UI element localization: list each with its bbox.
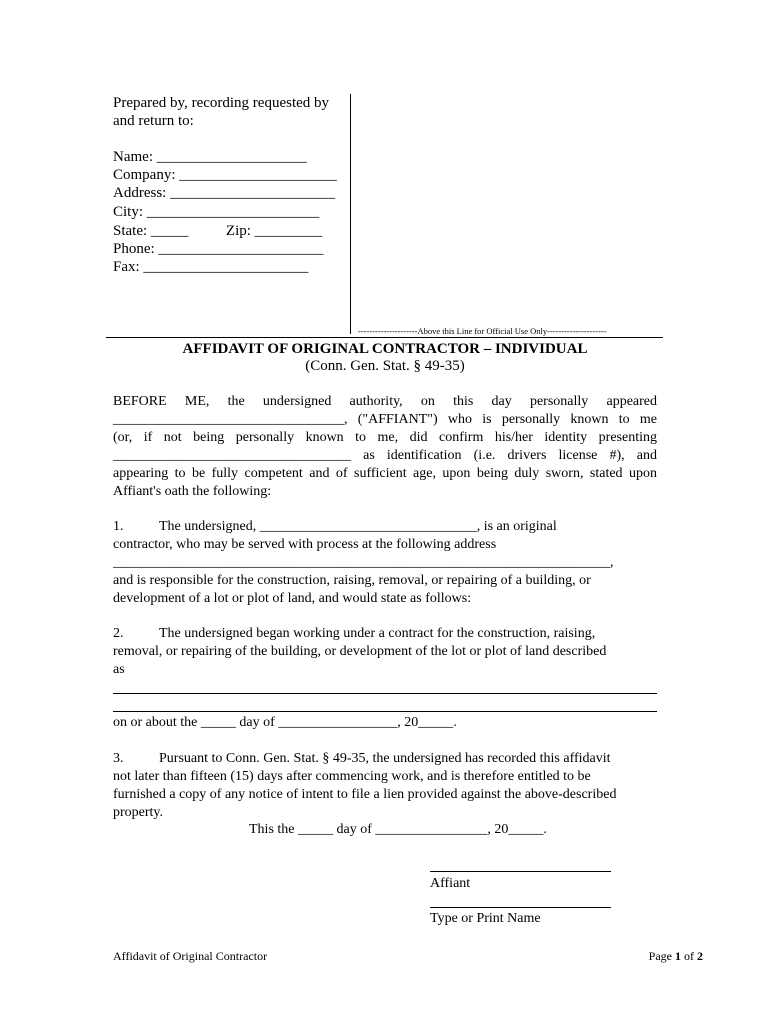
property-description-line-1 [113,693,657,694]
page-total: 2 [697,949,703,963]
header-divider-vertical [350,94,351,334]
para1-line-1: The undersigned, _______________________________, is an original [159,519,557,534]
para2-line-3: as [113,662,125,677]
affiant-signature-line [430,871,611,872]
para3-line-2: not later than fifteen (15) days after commencing work, and is therefore entitled to be [113,769,591,784]
para1-line-4: and is responsible for the construction, raising, removal, or repairing of a building, or [113,573,591,588]
footer-title: Affidavit of Original Contractor [113,949,268,963]
print-name-label: Type or Print Name [430,911,541,926]
official-use-note: ---------------------Above this Line for Official Use Only--------------------- [358,326,607,336]
name-field: Name: ____________________ [113,149,307,165]
city-field: City: _______________________ [113,204,320,220]
para3-number: 3. [113,751,124,766]
para1-address-line: _______________________________________________________________________, [113,555,614,570]
para2-number: 2. [113,626,124,641]
para1-number: 1. [113,519,124,534]
page-of: of [681,949,697,963]
para2-line-2: removal, or repairing of the building, or development of the lot or plot of land described [113,644,607,659]
page-number: 1 [675,949,681,963]
page-indicator [640,949,703,963]
intro-line-5: appearing to be fully competent and of sufficient age, upon being duly sworn, stated upon [113,466,657,481]
property-description-line-2 [113,711,657,712]
intro-line-6: Affiant's oath the following: [113,484,272,499]
address-field: Address: ______________________ [113,185,336,201]
para3-line-4: property. [113,805,164,820]
print-name-line [430,907,611,908]
fax-field: Fax: ______________________ [113,259,309,275]
return-to-label: and return to: [113,113,194,129]
company-field: Company: _____________________ [113,167,337,183]
para3-line-1: Pursuant to Conn. Gen. Stat. § 49-35, the undersigned has recorded this affidavit [159,751,611,766]
prepared-by-label: Prepared by, recording requested by [113,95,330,111]
document-title: AFFIDAVIT OF ORIGINAL CONTRACTOR – INDIVIDUAL [182,341,588,357]
page-prefix: Page [648,949,675,963]
execution-date-line: This the _____ day of ________________, 20_____. [249,822,547,837]
intro-line-4: __________________________________ as identification (i.e. drivers license #), and [113,448,657,463]
para1-line-5: development of a lot or plot of land, and would state as follows: [113,591,472,606]
intro-line-1: BEFORE ME, the undersigned authority, on this day personally appeared [113,394,657,409]
phone-field: Phone: ______________________ [113,241,324,257]
para1-line-2: contractor, who may be served with process at the following address [113,537,497,552]
state-zip-field: State: _____ Zip: _________ [113,223,323,239]
intro-line-3: (or, if not being personally known to me, did confirm his/her identity presenting [113,430,657,445]
statute-subtitle: (Conn. Gen. Stat. § 49-35) [305,358,465,374]
affiant-label: Affiant [430,876,471,891]
header-divider-horizontal [106,337,663,338]
para2-date-line: on or about the _____ day of _________________, 20_____. [113,715,457,730]
intro-line-2: _________________________________, ("AFFIANT") who is personally known to me [113,412,657,427]
para3-line-3: furnished a copy of any notice of intent to file a lien provided against the above-described [113,787,617,802]
para2-line-1: The undersigned began working under a contract for the construction, raising, [159,626,596,641]
